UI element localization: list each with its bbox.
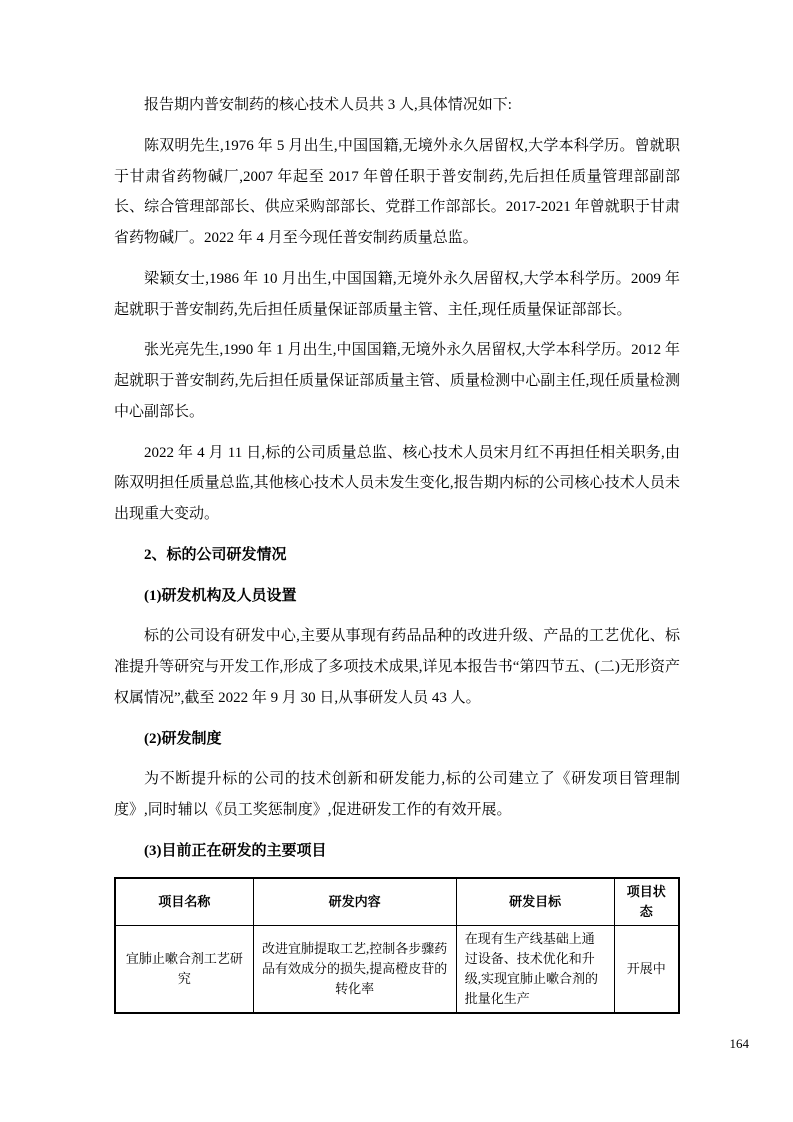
- paragraph-rd-organization: 标的公司设有研发中心,主要从事现有药品品种的改进升级、产品的工艺优化、标准提升等研究与开发工作,形成了多项技术成果,详见本报告书“第四节五、(二)无形资产权属情况”,截至 2022 年 9 月 30 日,从事研发人员 43 人。: [114, 628, 680, 706]
- paragraph-bio-zhang: 张光亮先生,1990 年 1 月出生,中国国籍,无境外永久居留权,大学本科学历。2012 年起就职于普安制药,先后担任质量保证部质量主管、质量检测中心副主任,现任质量检测中心副部长。: [114, 342, 680, 420]
- cell-project-name: 宜肺止嗽合剂工艺研究: [115, 925, 253, 1013]
- page-content: [114, 90, 680, 1014]
- cell-project-status: 开展中: [614, 925, 679, 1013]
- page-number: 164: [729, 1036, 749, 1051]
- table-row: [115, 925, 679, 1013]
- table-header-rd-goal: 研发目标: [456, 878, 614, 926]
- heading-rd-projects: (3)目前正在研发的主要项目: [144, 842, 327, 859]
- table-header-project-name: 项目名称: [115, 878, 253, 926]
- paragraph-bio-chen: 陈双明先生,1976 年 5 月出生,中国国籍,无境外永久居留权,大学本科学历。曾就职于甘肃省药物碱厂,2007 年起至 2017 年曾任职于普安制药,先后担任质量管理部副部长、综合管理部部长、供应采购部部长、党群工作部部长。2017-2021 年曾就职于甘肃省药物碱厂。2022 年 4 月至今现任普安制药质量总监。: [114, 137, 680, 246]
- cell-rd-goal: 在现有生产线基础上通过设备、技术优化和升级,实现宜肺止嗽合剂的批量化生产: [456, 925, 614, 1013]
- paragraph-staff-change: 2022 年 4 月 11 日,标的公司质量总监、核心技术人员宋月红不再担任相关职务,由陈双明担任质量总监,其他核心技术人员未发生变化,报告期内标的公司核心技术人员未出现重大变动。: [114, 444, 680, 522]
- table-header-project-status: 项目状态: [614, 878, 679, 926]
- table-header-rd-content: 研发内容: [253, 878, 456, 926]
- heading-rd-system: (2)研发制度: [144, 730, 222, 747]
- heading-rd-overview: 2、标的公司研发情况: [144, 546, 287, 563]
- cell-rd-content: 改进宜肺提取工艺,控制各步骤药品有效成分的损失,提高橙皮苷的转化率: [253, 925, 456, 1013]
- paragraph-core-staff-intro: 报告期内普安制药的核心技术人员共 3 人,具体情况如下:: [144, 97, 512, 113]
- paragraph-bio-liang: 梁颖女士,1986 年 10 月出生,中国国籍,无境外永久居留权,大学本科学历。2009 年起就职于普安制药,先后担任质量保证部质量主管、主任,现任质量保证部部长。: [114, 270, 680, 318]
- rd-projects-table: [114, 877, 680, 1015]
- table-header-row: [115, 878, 679, 926]
- heading-rd-organization: (1)研发机构及人员设置: [144, 587, 297, 604]
- paragraph-rd-system: 为不断提升标的公司的技术创新和研发能力,标的公司建立了《研发项目管理制度》,同时辅以《员工奖惩制度》,促进研发工作的有效开展。: [114, 771, 680, 818]
